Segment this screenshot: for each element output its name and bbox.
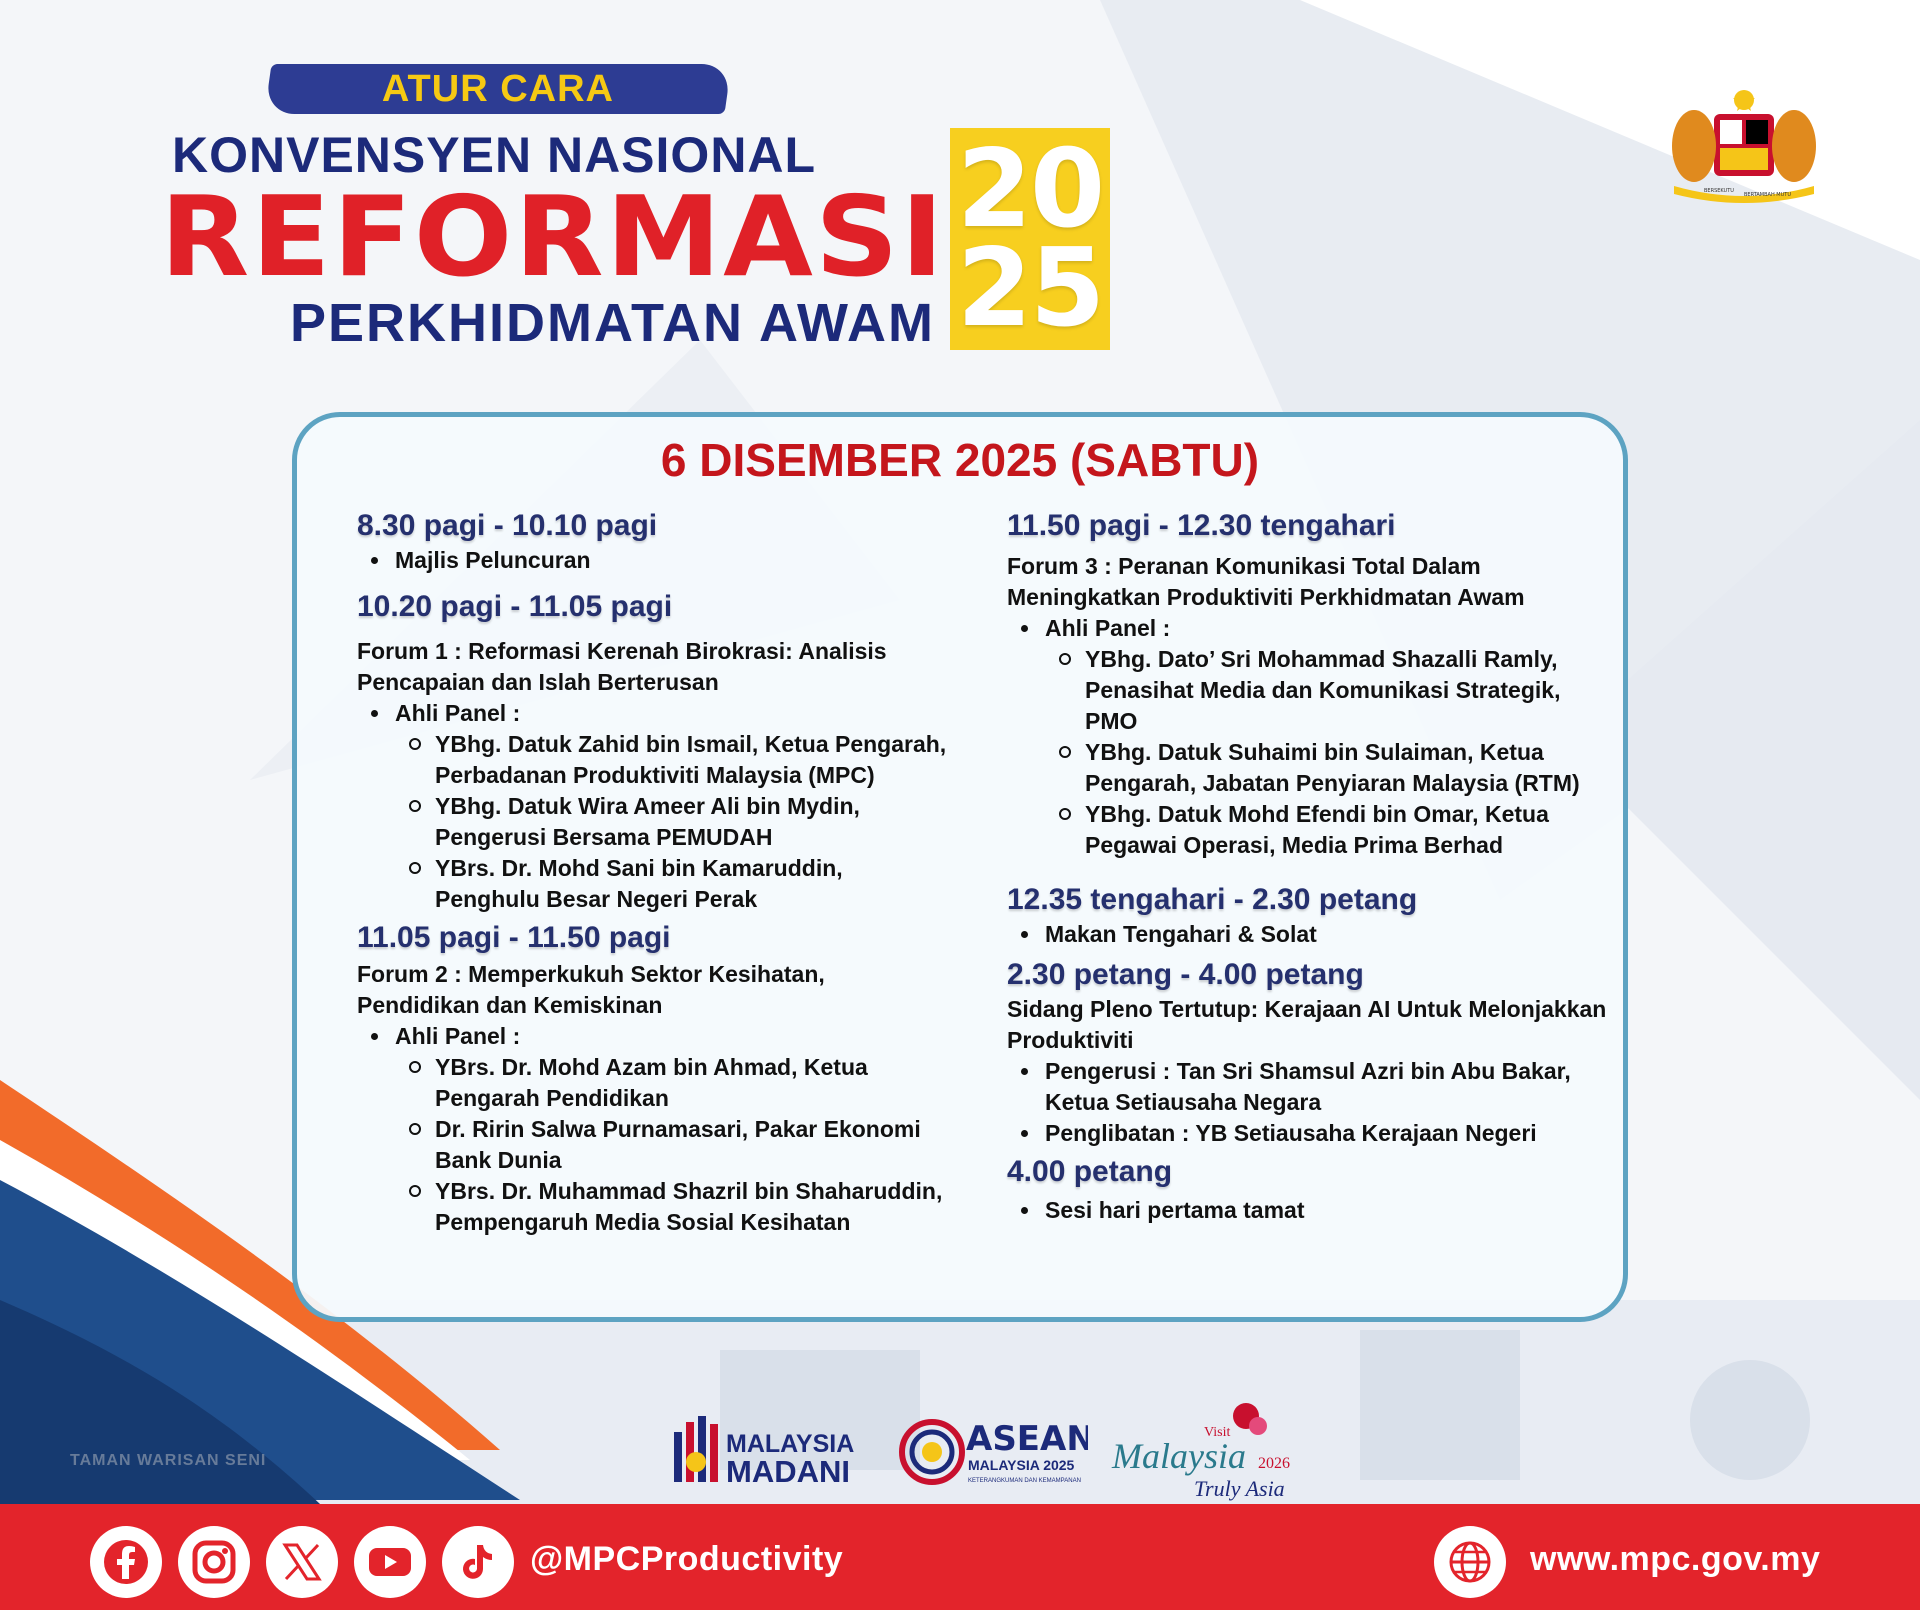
title-line-3: PERKHIDMATAN AWAM [290,293,935,353]
x-icon-glyph [277,1537,327,1587]
session-time: 12.35 tengahari - 2.30 petang [1007,883,1418,916]
panelist: YBhg. Datuk Zahid bin Ismail, Ketua Pengarah, Perbadanan Produktiviti Malaysia (MPC) [395,729,947,791]
schedule-date-title: 6 DISEMBER 2025 (SABTU) [660,434,1260,486]
session-description: Forum 3 : Peranan Komunikasi Total Dalam Meningkatkan Produktiviti Perkhidmatan Awam [1007,553,1525,610]
panel-heading [1007,613,1607,861]
session-items [1007,1195,1607,1226]
asean-emblem-icon [898,1414,1088,1490]
atur-cara-banner [264,64,731,114]
tiktok-icon-glyph [453,1537,503,1587]
panel-heading [357,1021,947,1238]
session-items [1007,1056,1607,1149]
session-time: 2.30 petang - 4.00 petang [1007,958,1364,991]
x-icon[interactable] [266,1526,338,1598]
year-top: 20 [956,126,1104,252]
session-items [357,698,947,915]
year-badge [950,128,1110,350]
session-time: 8.30 pagi - 10.10 pagi [357,509,658,542]
crest-motto-right: BERTAMBAH MUTU [1744,192,1791,198]
session-description: Forum 1 : Reformasi Kerenah Birokrasi: Analisis Pencapaian dan Islah Berterusan [357,638,887,695]
session-time: 4.00 petang [1007,1155,1173,1188]
visit-text-1: Visit [1204,1425,1231,1440]
instagram-icon-glyph [189,1537,239,1587]
asean-text-2: MALAYSIA 2025 [968,1457,1075,1473]
malaysia-madani-logo [668,1410,878,1490]
instagram-icon[interactable] [178,1526,250,1598]
session-items [1007,613,1607,861]
session-time: 11.05 pagi - 11.50 pagi [357,921,671,954]
title-line-1: KONVENSYEN NASIONAL [172,127,817,183]
visit-malaysia-emblem-icon [1108,1396,1308,1506]
social-handle[interactable]: @MPCProductivity [530,1540,844,1578]
panel-label: Ahli Panel : [1045,615,1171,641]
panel-heading [357,698,947,915]
globe-icon-glyph [1445,1537,1495,1587]
panel-label: Ahli Panel : [395,700,521,726]
panel-list [1045,644,1607,861]
footer-bar [0,1504,1920,1610]
session-items [357,545,947,576]
panel-label: Ahli Panel : [395,1023,521,1049]
facebook-icon-glyph [101,1537,151,1587]
website-link[interactable]: www.mpc.gov.my [1530,1540,1821,1578]
panelist: YBrs. Dr. Mohd Azam bin Ahmad, Ketua Pengarah Pendidikan [395,1052,947,1114]
session-item: Penglibatan : YB Setiausaha Kerajaan Negeri [1007,1118,1607,1149]
schedule-column-right [1007,507,1607,1226]
visit-text-4: Truly Asia [1194,1476,1285,1501]
schedule-card [292,412,1628,1322]
asean-malaysia-logo [898,1414,1088,1490]
panelist: YBrs. Dr. Muhammad Shazril bin Shaharuddin, Pempengaruh Media Sosial Kesihatan [395,1176,947,1238]
session-item: Makan Tengahari & Solat [1007,919,1607,950]
visit-text-2: Malaysia [1112,1436,1246,1476]
panelist: Dr. Ririn Salwa Purnamasari, Pakar Ekonomi Bank Dunia [395,1114,947,1176]
coat-of-arms-logo [1664,86,1824,206]
crest-motto-left: BERSEKUTU [1704,188,1734,194]
session-items [1007,919,1607,950]
panelist: YBrs. Dr. Mohd Sani bin Kamaruddin, Penghulu Besar Negeri Perak [395,853,947,915]
panelist: YBhg. Datuk Wira Ameer Ali bin Mydin, Pengerusi Bersama PEMUDAH [395,791,947,853]
session-items [357,1021,947,1238]
asean-text-1: ASEAN [966,1419,1088,1459]
schedule-column-left [357,507,947,1238]
facebook-icon[interactable] [90,1526,162,1598]
panel-list [395,729,947,915]
asean-text-3: KETERANGKUMAN DAN KEMAMPANAN [968,1478,1081,1484]
youtube-icon[interactable] [354,1526,426,1598]
session-item: Majlis Peluncuran [357,545,947,576]
session-description: Sidang Pleno Tertutup: Kerajaan AI Untuk Melonjakkan Produktiviti [1007,996,1607,1053]
panel-list [395,1052,947,1238]
visit-malaysia-logo [1108,1396,1308,1506]
panelist: YBhg. Datuk Mohd Efendi bin Omar, Ketua Pegawai Operasi, Media Prima Berhad [1045,799,1607,861]
coat-of-arms-icon [1664,86,1824,206]
youtube-icon-glyph [365,1537,415,1587]
session-item: Pengerusi : Tan Sri Shamsul Azri bin Abu Bakar, Ketua Setiausaha Negara [1007,1056,1607,1118]
madani-emblem-icon [668,1410,878,1490]
atur-cara-label: ATUR CARA [381,67,615,110]
madani-text-2: MADANI [726,1454,850,1489]
globe-icon[interactable] [1434,1526,1506,1598]
session-time: 11.50 pagi - 12.30 tengahari [1007,509,1396,542]
session-time: 10.20 pagi - 11.05 pagi [357,590,673,623]
title-reformasi: REFORMASI [160,173,946,302]
watermark-text: TAMAN WARISAN SENI [70,1452,267,1469]
panelist: YBhg. Datuk Suhaimi bin Sulaiman, Ketua Pengarah, Jabatan Penyiaran Malaysia (RTM) [1045,737,1607,799]
year-bottom: 25 [956,226,1104,351]
madani-text-1: MALAYSIA [726,1430,855,1458]
visit-text-3: 2026 [1258,1455,1290,1472]
tiktok-icon[interactable] [442,1526,514,1598]
panelist: YBhg. Dato’ Sri Mohammad Shazalli Ramly, Penasihat Media dan Komunikasi Strategik, PMO [1045,644,1607,737]
session-description: Forum 2 : Memperkukuh Sektor Kesihatan, Pendidikan dan Kemiskinan [357,961,825,1018]
session-item: Sesi hari pertama tamat [1007,1195,1607,1226]
